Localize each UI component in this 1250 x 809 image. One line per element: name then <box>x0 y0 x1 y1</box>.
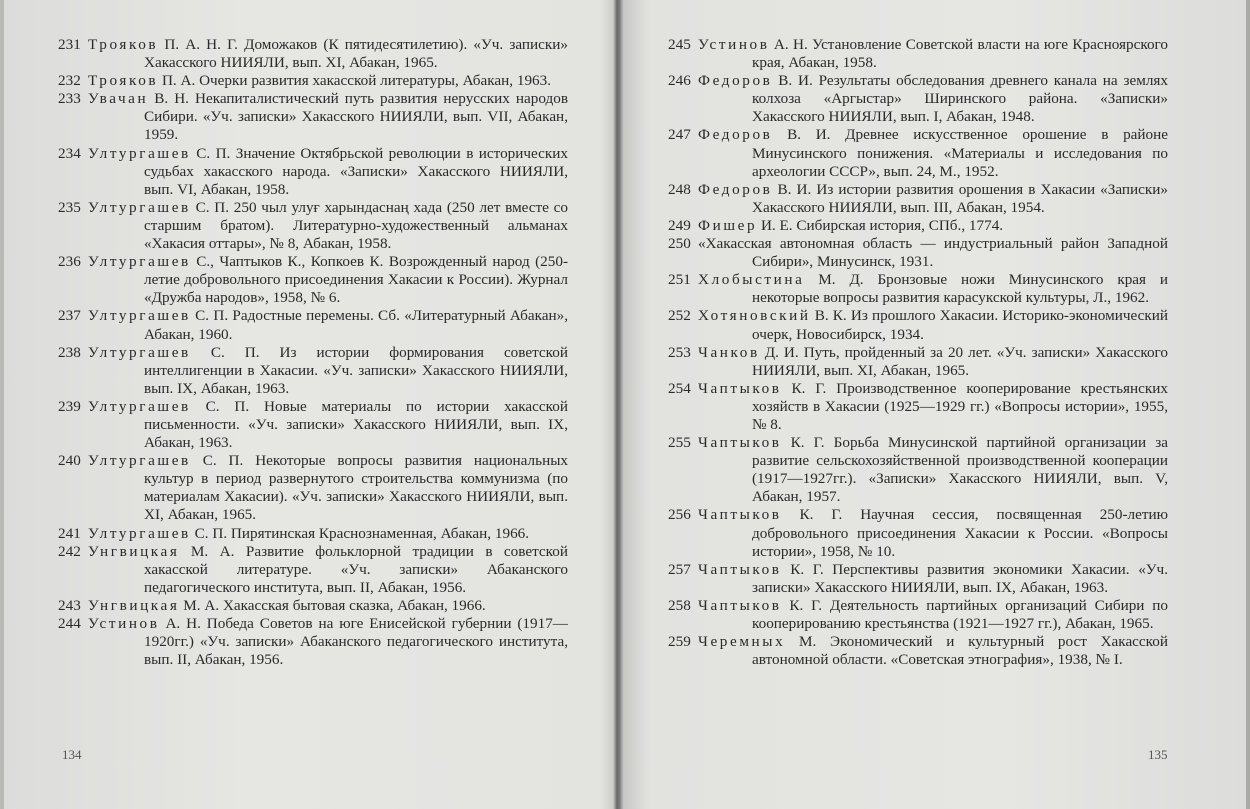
entry-text: М. А. Развитие фольклорной традиции в советской хакасской литературе. «Уч. записки» Абаканского педагогического института, вып. II, Абакан, 1956. <box>144 542 568 596</box>
entry-author: Ултургашев <box>88 397 191 415</box>
entry-number: 252 <box>668 307 691 325</box>
entry-text: «Хакасская автономная область — индустриальный район Западной Сибири», Минусинск, 1931. <box>698 235 1168 271</box>
entry-number: 238 <box>58 343 81 361</box>
entry-number: 251 <box>668 271 691 289</box>
bibliography-entry <box>668 271 1168 307</box>
bibliography-entry <box>58 199 568 253</box>
entry-text: К. Г. Производственное кооперирование крестьянских хозяйств в Хакасии (1925—1929 гг.) «Вопросы истории», 1955, № 8. <box>752 379 1168 433</box>
entry-author: Ултургашев <box>88 524 191 542</box>
entry-number: 239 <box>58 397 81 415</box>
entry-author: Чаптыков <box>698 434 782 452</box>
entry-number: 245 <box>668 36 691 53</box>
bibliography-entry <box>668 561 1168 597</box>
right-page-number: 135 <box>1148 747 1168 762</box>
entry-text: И. Е. Сибирская история, СПб., 1774. <box>757 216 1004 234</box>
entry-number: 235 <box>58 198 81 216</box>
entry-number: 256 <box>668 506 691 524</box>
entry-number: 237 <box>58 307 81 325</box>
entry-author: Трояков <box>88 36 159 53</box>
left-page-number: 134 <box>62 747 82 762</box>
entry-number: 243 <box>58 596 81 614</box>
entry-author: Чаптыков <box>698 379 782 397</box>
bibliography-entry <box>58 253 568 307</box>
entry-author: Устинов <box>88 615 160 632</box>
entry-author: Чанков <box>698 343 760 361</box>
entry-text: К. Г. Борьба Минусинской партийной организации за развитие сельскохозяйственной производственной кооперации (1917—1927гг.). «Записки» Хакасского НИИЯЛИ, вып. V, Абакан, 1957. <box>752 434 1168 506</box>
bibliography-entry <box>58 36 568 72</box>
entry-number: 231 <box>58 36 81 53</box>
entry-author: Устинов <box>698 36 770 53</box>
bibliography-entry <box>668 434 1168 506</box>
bibliography-entry <box>668 307 1168 343</box>
entry-text: С. П. Радостные перемены. Сб. «Литературный Абакан», Абакан, 1960. <box>144 307 568 343</box>
entry-number: 258 <box>668 596 691 614</box>
bibliography-entry <box>58 452 568 524</box>
entry-author: Федоров <box>698 126 773 144</box>
entry-text: К. Г. Научная сессия, посвященная 250-летию добровольного присоединения Хакасии к России. «Вопросы истории», 1958, № 10. <box>752 506 1168 560</box>
entry-text: М. Д. Бронзовые ножи Минусинского края и некоторые вопросы развития карасукской культуры, Л., 1962. <box>752 271 1168 307</box>
bibliography-entry <box>668 235 1168 271</box>
bibliography-entry <box>668 217 1168 235</box>
entry-text: С. П. Новые материалы по истории хакасской письменности. «Уч. записки» Хакасского НИИЯЛИ, вып. IX, Абакан, 1963. <box>144 397 568 452</box>
entry-text: В. И. Результаты обследования древнего канала на землях колхоза «Аргыстар» Ширинского района. «Записки» Хакасского НИИЯЛИ, вып. I, Абакан, 1948. <box>752 72 1168 126</box>
entry-text: С. П. 250 чыл улуғ харындаснаң хада (250 лет вместе со старшим братом). Литературно-художественный альманах «Хакасия оттары», № 8, Абакан, 1958. <box>144 198 568 253</box>
entry-text: Д. И. Путь, пройденный за 20 лет. «Уч. записки» Хакасского НИИЯЛИ, вып. XI, Абакан, 1965. <box>752 343 1168 379</box>
entry-number: 241 <box>58 524 81 542</box>
entry-author: Унгвицкая <box>88 542 180 560</box>
entry-author: Ултургашев <box>88 144 191 162</box>
bibliography-entry <box>668 126 1168 180</box>
entry-author: Ултургашев <box>88 253 191 271</box>
bibliography-entry <box>668 36 1168 72</box>
entry-author: Фишер <box>698 216 758 234</box>
book-fold <box>613 0 621 809</box>
left-page <box>58 36 568 669</box>
entry-number: 249 <box>668 216 691 234</box>
bibliography-entry <box>58 344 568 398</box>
entry-text: С. П. Некоторые вопросы развития национальных культур в период развернутого строительства коммунизма (по материалам Хакасии). «Уч. записки» Хакасского НИИЯЛИ, вып. XI, Абакан, 1965. <box>144 452 568 524</box>
entry-number: 234 <box>58 144 81 162</box>
entry-author: Чаптыков <box>698 506 782 524</box>
entry-text: С. П. Пирятинская Краснознаменная, Абакан, 1966. <box>190 524 530 542</box>
bibliography-entry <box>668 633 1168 669</box>
entry-text: В. К. Из прошлого Хакасии. Историко-экономический очерк, Новосибирск, 1934. <box>752 307 1168 343</box>
entry-author: Чаптыков <box>698 596 782 614</box>
entry-text: П. А. Очерки развития хакасской литературы, Абакан, 1963. <box>158 72 552 90</box>
bibliography-entry <box>58 145 568 199</box>
entry-author: Черемных <box>698 633 786 651</box>
entry-number: 242 <box>58 542 81 560</box>
entry-number: 247 <box>668 126 691 144</box>
entry-text: К. Г. Деятельность партийных организаций Сибири по кооперированию крестьянства (1921—1927 гг.), Абакан, 1965. <box>752 596 1168 632</box>
right-page-edge <box>1246 0 1250 809</box>
entry-number: 236 <box>58 253 81 271</box>
entry-number: 257 <box>668 560 691 578</box>
bibliography-entry <box>668 72 1168 126</box>
entry-number: 255 <box>668 434 691 452</box>
bibliography-entry <box>668 344 1168 380</box>
bibliography-entry <box>58 307 568 343</box>
entry-author: Хотяновский <box>698 307 811 325</box>
bibliography-entry <box>668 181 1168 217</box>
entry-author: Федоров <box>698 180 773 198</box>
entry-author: Чаптыков <box>698 560 782 578</box>
bibliography-entry <box>58 398 568 452</box>
entry-number: 254 <box>668 379 691 397</box>
bibliography-entry <box>668 597 1168 633</box>
entry-author: Хлобыстина <box>698 271 805 289</box>
bibliography-entry <box>668 380 1168 434</box>
bibliography-entry <box>58 525 568 543</box>
entry-author: Увачан <box>88 90 149 108</box>
entry-number: 246 <box>668 72 691 90</box>
entry-text: М. Экономический и культурный рост Хакасской автономной области. «Советская этнография», 1938, № I. <box>752 633 1168 669</box>
entry-author: Трояков <box>88 72 159 90</box>
bibliography-entry <box>668 506 1168 560</box>
bibliography-entry <box>58 597 568 615</box>
entry-text: А. Н. Установление Советской власти на юге Красноярского края, Абакан, 1958. <box>752 36 1168 72</box>
bibliography-entry <box>58 543 568 597</box>
entry-number: 259 <box>668 633 691 651</box>
entry-text: С. П. Из истории формирования советской интеллигенции в Хакасии. «Уч. записки» Хакасского НИИЯЛИ, вып. IX, Абакан, 1963. <box>144 343 568 397</box>
left-page-edge <box>0 0 4 809</box>
entry-author: Федоров <box>698 72 773 90</box>
entry-text: В. И. Из истории развития орошения в Хакасии «Записки» Хакасского НИИЯЛИ, вып. III, Абакан, 1954. <box>752 180 1168 216</box>
entry-text: П. А. Н. Г. Доможаков (К пятидесятилетию). «Уч. записки» Хакасского НИИЯЛИ, вып. XI, Абакан, 1965. <box>144 36 568 72</box>
entry-number: 253 <box>668 343 691 361</box>
bibliography-entry <box>58 90 568 144</box>
entry-number: 250 <box>668 235 691 253</box>
right-page <box>668 36 1168 669</box>
entry-author: Ултургашев <box>88 452 191 470</box>
entry-number: 233 <box>58 90 81 108</box>
entry-text: С. П. Значение Октябрьской революции в исторических судьбах хакасского народа. «Записки» Хакасского НИИЯЛИ, вып. VI, Абакан, 1958. <box>144 144 568 198</box>
entry-author: Ултургашев <box>88 198 191 216</box>
entry-author: Ултургашев <box>88 343 191 361</box>
bibliography-entry <box>58 615 568 669</box>
entry-number: 240 <box>58 452 81 470</box>
entry-number: 248 <box>668 180 691 198</box>
entry-author: Ултургашев <box>88 307 191 325</box>
entry-number: 244 <box>58 615 81 632</box>
bibliography-entry <box>58 72 568 90</box>
entry-text: А. Н. Победа Советов на юге Енисейской губернии (1917—1920гг.) «Уч. записки» Абаканского педагогического института, вып. II, Абакан, 1956. <box>144 615 568 669</box>
entry-text: В. Н. Некапиталистический путь развития нерусских народов Сибири. «Уч. записки» Хакасского НИИЯЛИ, вып. VII, Абакан, 1959. <box>144 90 568 144</box>
entry-number: 232 <box>58 72 81 90</box>
entry-text: М. А. Хакасская бытовая сказка, Абакан, 1966. <box>179 596 486 614</box>
entry-text: К. Г. Перспективы развития экономики Хакасии. «Уч. записки» Хакасского НИИЯЛИ, вып. IX, Абакан, 1963. <box>752 560 1168 596</box>
entry-text: С., Чаптыков К., Копкоев К. Возрожденный народ (250-летие добровольного присоединения Хакасии к России). Журнал «Дружба народов», 1958, № 6. <box>144 253 568 307</box>
entry-author: Унгвицкая <box>88 596 180 614</box>
entry-text: В. И. Древнее искусственное орошение в районе Минусинского понижения. «Материалы и исследования по археологии СССР», вып. 24, М., 1952. <box>752 126 1168 180</box>
